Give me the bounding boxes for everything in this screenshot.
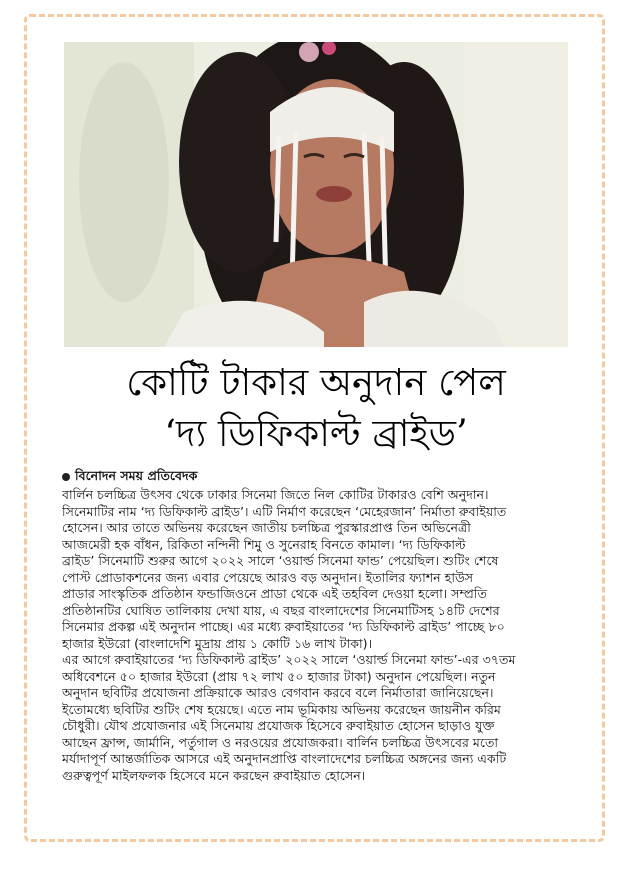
body-line: মর্যাদাপূর্ণ আন্তর্জাতিক আসরে এই অনুদানপ্রাপ্তি বাংলাদেশের চলচ্চিত্র অঙ্গনের জন্য একটি xyxy=(62,751,507,766)
body-line: আজমেরী হক বাঁধন, রিকিতা নন্দিনী শিমু ও সুনেরাহ বিনতে কামাল। ‘দ্য ডিফিকাল্ট xyxy=(62,536,466,552)
body-line: সিনেমার প্রকল্প এই অনুদান পাচ্ছে। এর মধ্যে রুবাইয়াতের ‘দ্য ডিফিকাল্ট ব্রাইড’ পাচ্ছে ৮০ xyxy=(62,619,505,634)
body-line: গুরুত্বপূর্ণ মাইলফলক হিসেবে মনে করছেন রুবাইয়াত হোসেন। xyxy=(62,767,366,783)
body-line: এর আগে রুবাইয়াতের ‘দ্য ডিফিকাল্ট ব্রাইড’ ২০২২ সালে ‘ওয়ার্ল্ড সিনেমা ফান্ড’-এর ৩৭তম xyxy=(62,652,516,667)
body-line: ব্রাইড’ সিনেমাটি শুরুর আগে ২০২২ সালে ‘ওয়ার্ল্ড সিনেমা ফান্ড’ পেয়েছিল। শুটিং শেষে xyxy=(62,553,499,568)
body-line: অধিবেশনে ৫০ হাজার ইউরো (প্রায় ৭২ লাখ ৫০ হাজার টাকা) অনুদান পেয়েছিল। নতুন xyxy=(62,668,496,684)
body-line: হোসেন। আর তাতে অভিনয় করেছেন জাতীয় চলচ্চিত্র পুরস্কারপ্রাপ্ত তিন অভিনেত্রী xyxy=(62,520,471,535)
body-line: প্রতিষ্ঠানটির ঘোষিত তালিকায় দেখা যায়, এ বছর বাংলাদেশের সিনেমাটিসহ ১৪টি দেশের xyxy=(62,602,500,618)
bullet-icon xyxy=(62,473,70,481)
body-line: ইতোমধ্যে ছবিটির শুটিং শেষ হয়েছে। এতে নাম ভূমিকায় অভিনয় করেছেন জায়নীন করিম xyxy=(62,701,501,717)
byline-text: বিনোদন সময় প্রতিবেদক xyxy=(75,468,198,483)
byline xyxy=(62,468,197,488)
body-line: হাজার ইউরো (বাংলাদেশি মুদ্রায় প্রায় ১ কোটি ১৬ লাখ টাকা)। xyxy=(62,635,373,651)
article-body xyxy=(62,487,568,784)
headline-line-2: ‘দ্য ডিফিকাল্ট ব্রাইড’ xyxy=(164,412,468,455)
headline-line-1: কোটি টাকার অনুদান পেল xyxy=(126,361,506,404)
body-line: আছেন ফ্রান্স, জার্মানি, পর্তুগাল ও নরওয়ের প্রযোজকরা। বার্লিন চলচ্চিত্র উৎসবের মতো xyxy=(62,734,499,750)
article-photo xyxy=(64,42,568,347)
body-line: অনুদান ছবিটির প্রযোজনা প্রক্রিয়াকে আরও বেগবান করবে বলে নির্মাতারা জানিয়েছেন। xyxy=(62,685,494,700)
body-line: প্রাডার সাংস্কৃতিক প্রতিষ্ঠান ফন্ডাজিওনে প্রাডা থেকে এই তহবিল দেওয়া হলো। সম্প্রতি xyxy=(62,586,487,601)
body-line: চৌধুরী। যৌথ প্রযোজনার এই সিনেমায় প্রযোজক হিসেবে রুবাইয়াত হোসেন ছাড়াও যুক্ত xyxy=(62,718,495,733)
body-line: বার্লিন চলচ্চিত্র উৎসব থেকে ঢাকার সিনেমা জিতে নিল কোটির টাকারও বেশি অনুদান। xyxy=(62,487,489,502)
actress-photo-illustration xyxy=(64,42,568,347)
body-line: সিনেমাটির নাম ‘দ্য ডিফিকাল্ট ব্রাইড’। এটি নির্মাণ করেছেন ‘মেহেরজান’ নির্মাতা রুবাইয়াত xyxy=(62,503,507,519)
body-line: পোস্ট প্রোডাকশনের জন্য এবার পেয়েছে আরও বড় অনুদান। ইতালির ফ্যাশন হাউস xyxy=(62,569,474,585)
